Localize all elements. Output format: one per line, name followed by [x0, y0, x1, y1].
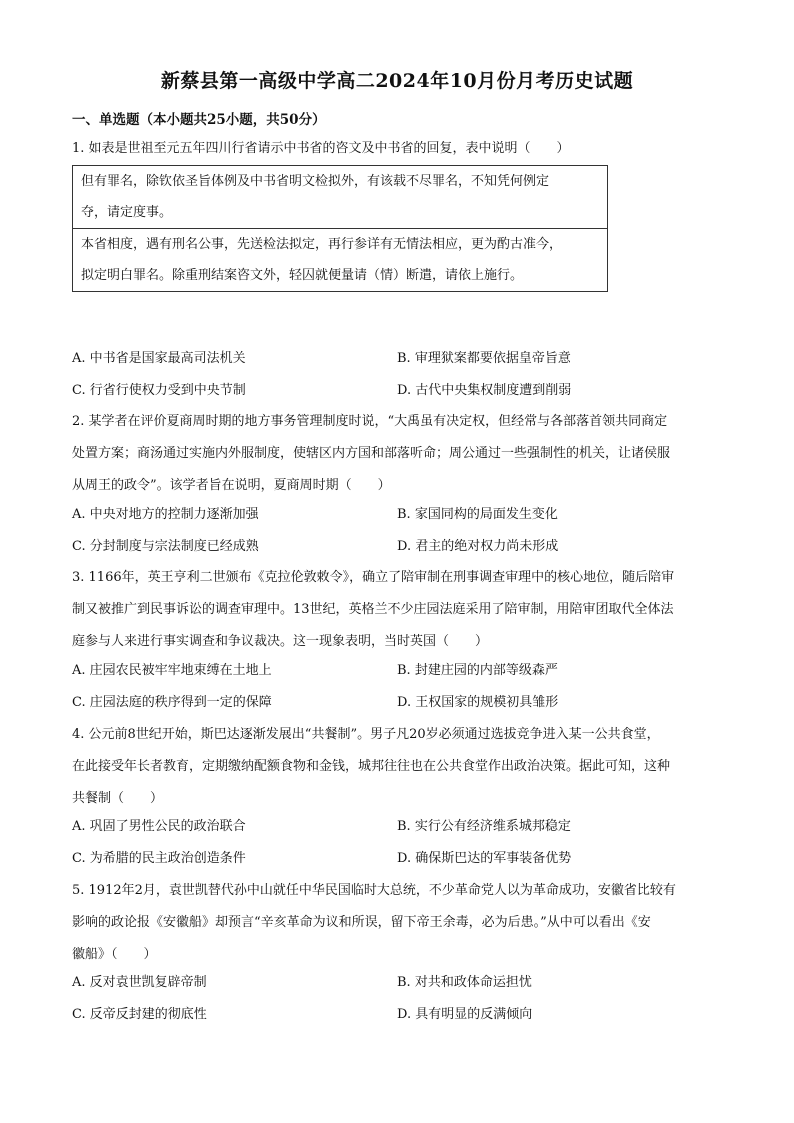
q4-option-c[interactable]: C. 为希腊的民主政治创造条件 [72, 851, 246, 866]
question-line: 5. 1912年2月，袁世凯替代孙中山就任中华民国临时大总统，不少革命党人以为革命成功，安徽省比较有 [72, 883, 676, 898]
table-cell-text: 但有罪名，除钦依圣旨体例及中书省明文检拟外，有该载不尽罪名，不知凭何例定 [81, 174, 550, 189]
q5-option-c[interactable]: C. 反帝反封建的彻底性 [72, 1007, 207, 1022]
q4-option-a[interactable]: A. 巩固了男性公民的政治联合 [72, 819, 246, 834]
q1-option-c[interactable]: C. 行省行使权力受到中央节制 [72, 383, 246, 398]
question-line: 庭参与人来进行事实调查和争议裁决。这一现象表明，当时英国（ ） [72, 634, 489, 649]
q1-option-a[interactable]: A. 中书省是国家最高司法机关 [72, 351, 246, 366]
q3-option-b[interactable]: B. 封建庄园的内部等级森严 [397, 663, 558, 678]
q5-option-a[interactable]: A. 反对袁世凯复辟帝制 [72, 975, 207, 990]
question-4-stem [72, 719, 724, 815]
q2-option-b[interactable]: B. 家国同构的局面发生变化 [397, 507, 558, 522]
q2-option-a[interactable]: A. 中央对地方的控制力逐渐加强 [72, 507, 259, 522]
question-line: 4. 公元前8世纪开始，斯巴达逐渐发展出“共餐制”。男子凡20岁必须通过选拔竞争进入某一公共食堂， [72, 727, 660, 742]
q5-option-d[interactable]: D. 具有明显的反满倾向 [397, 1007, 533, 1022]
question-line: 2. 某学者在评价夏商周时期的地方事务管理制度时说，“大禹虽有决定权，但经常与各部落首领共同商定 [72, 414, 668, 429]
question-2-stem [72, 406, 724, 502]
question-1-stem: 1. 如表是世祖至元五年四川行省请示中书省的咨文及中书省的回复，表中说明（ ） [72, 141, 570, 156]
question-line: 徽船》（ ） [72, 947, 157, 962]
question-line: 制又被推广到民事诉讼的调查审理中。13世纪，英格兰不少庄园法庭采用了陪审制，用陪审团取代全体法 [72, 602, 674, 617]
q3-option-a[interactable]: A. 庄园农民被牢牢地束缚在土地上 [72, 663, 272, 678]
q3-option-c[interactable]: C. 庄园法庭的秩序得到一定的保障 [72, 695, 272, 710]
q4-option-d[interactable]: D. 确保斯巴达的军事装备优势 [397, 851, 572, 866]
table-cell-text: 夺，请定度事。 [81, 205, 173, 220]
table-cell-text: 本省相度，遇有刑名公事，先送检法拟定，再行参详有无情法相应，更为酌古准今， [81, 237, 563, 252]
question-line: 在此接受年长者教育，定期缴纳配额食物和金钱，城邦往往也在公共食堂作出政治决策。据此可知，这种 [72, 759, 671, 774]
q5-option-b[interactable]: B. 对共和政体命运担忧 [397, 975, 532, 990]
question-line: 3. 1166年，英王亨利二世颁布《克拉伦敦敕令》，确立了陪审制在刑事调查审理中的核心地位，随后陪审 [72, 570, 675, 585]
question-1-table [72, 165, 608, 292]
table-row [73, 228, 607, 291]
page-title: 新蔡县第一高级中学高二2024年10月份月考历史试题 [160, 70, 634, 92]
question-3-stem [72, 562, 724, 658]
question-5-stem [72, 875, 724, 971]
q2-option-d[interactable]: D. 君主的绝对权力尚未形成 [397, 539, 559, 554]
question-line: 从周王的政令”。该学者旨在说明，夏商周时期（ ） [72, 478, 391, 493]
q2-option-c[interactable]: C. 分封制度与宗法制度已经成熟 [72, 539, 259, 554]
section-heading: 一、单选题（本小题共25小题，共50分） [72, 112, 326, 128]
question-line: 影响的政论报《安徽船》却预言“辛亥革命为议和所误，留下帝王余毒，必为后患。”从中可以看出《安 [72, 915, 651, 930]
question-line: 处置方案；商汤通过实施内外服制度，使辖区内方国和部落听命；周公通过一些强制性的机关，让诸侯服 [72, 446, 671, 461]
q1-option-d[interactable]: D. 古代中央集权制度遭到削弱 [397, 383, 572, 398]
table-cell-text: 拟定明白罪名。除重刑结案咨文外，轻囚就便量请（情）断遣，请依上施行。 [81, 268, 524, 283]
q3-option-d[interactable]: D. 王权国家的规模初具雏形 [397, 695, 559, 710]
table-row [73, 166, 607, 228]
q4-option-b[interactable]: B. 实行公有经济维系城邦稳定 [397, 819, 571, 834]
question-line: 共餐制（ ） [72, 791, 164, 806]
q1-option-b[interactable]: B. 审理狱案都要依据皇帝旨意 [397, 351, 571, 366]
